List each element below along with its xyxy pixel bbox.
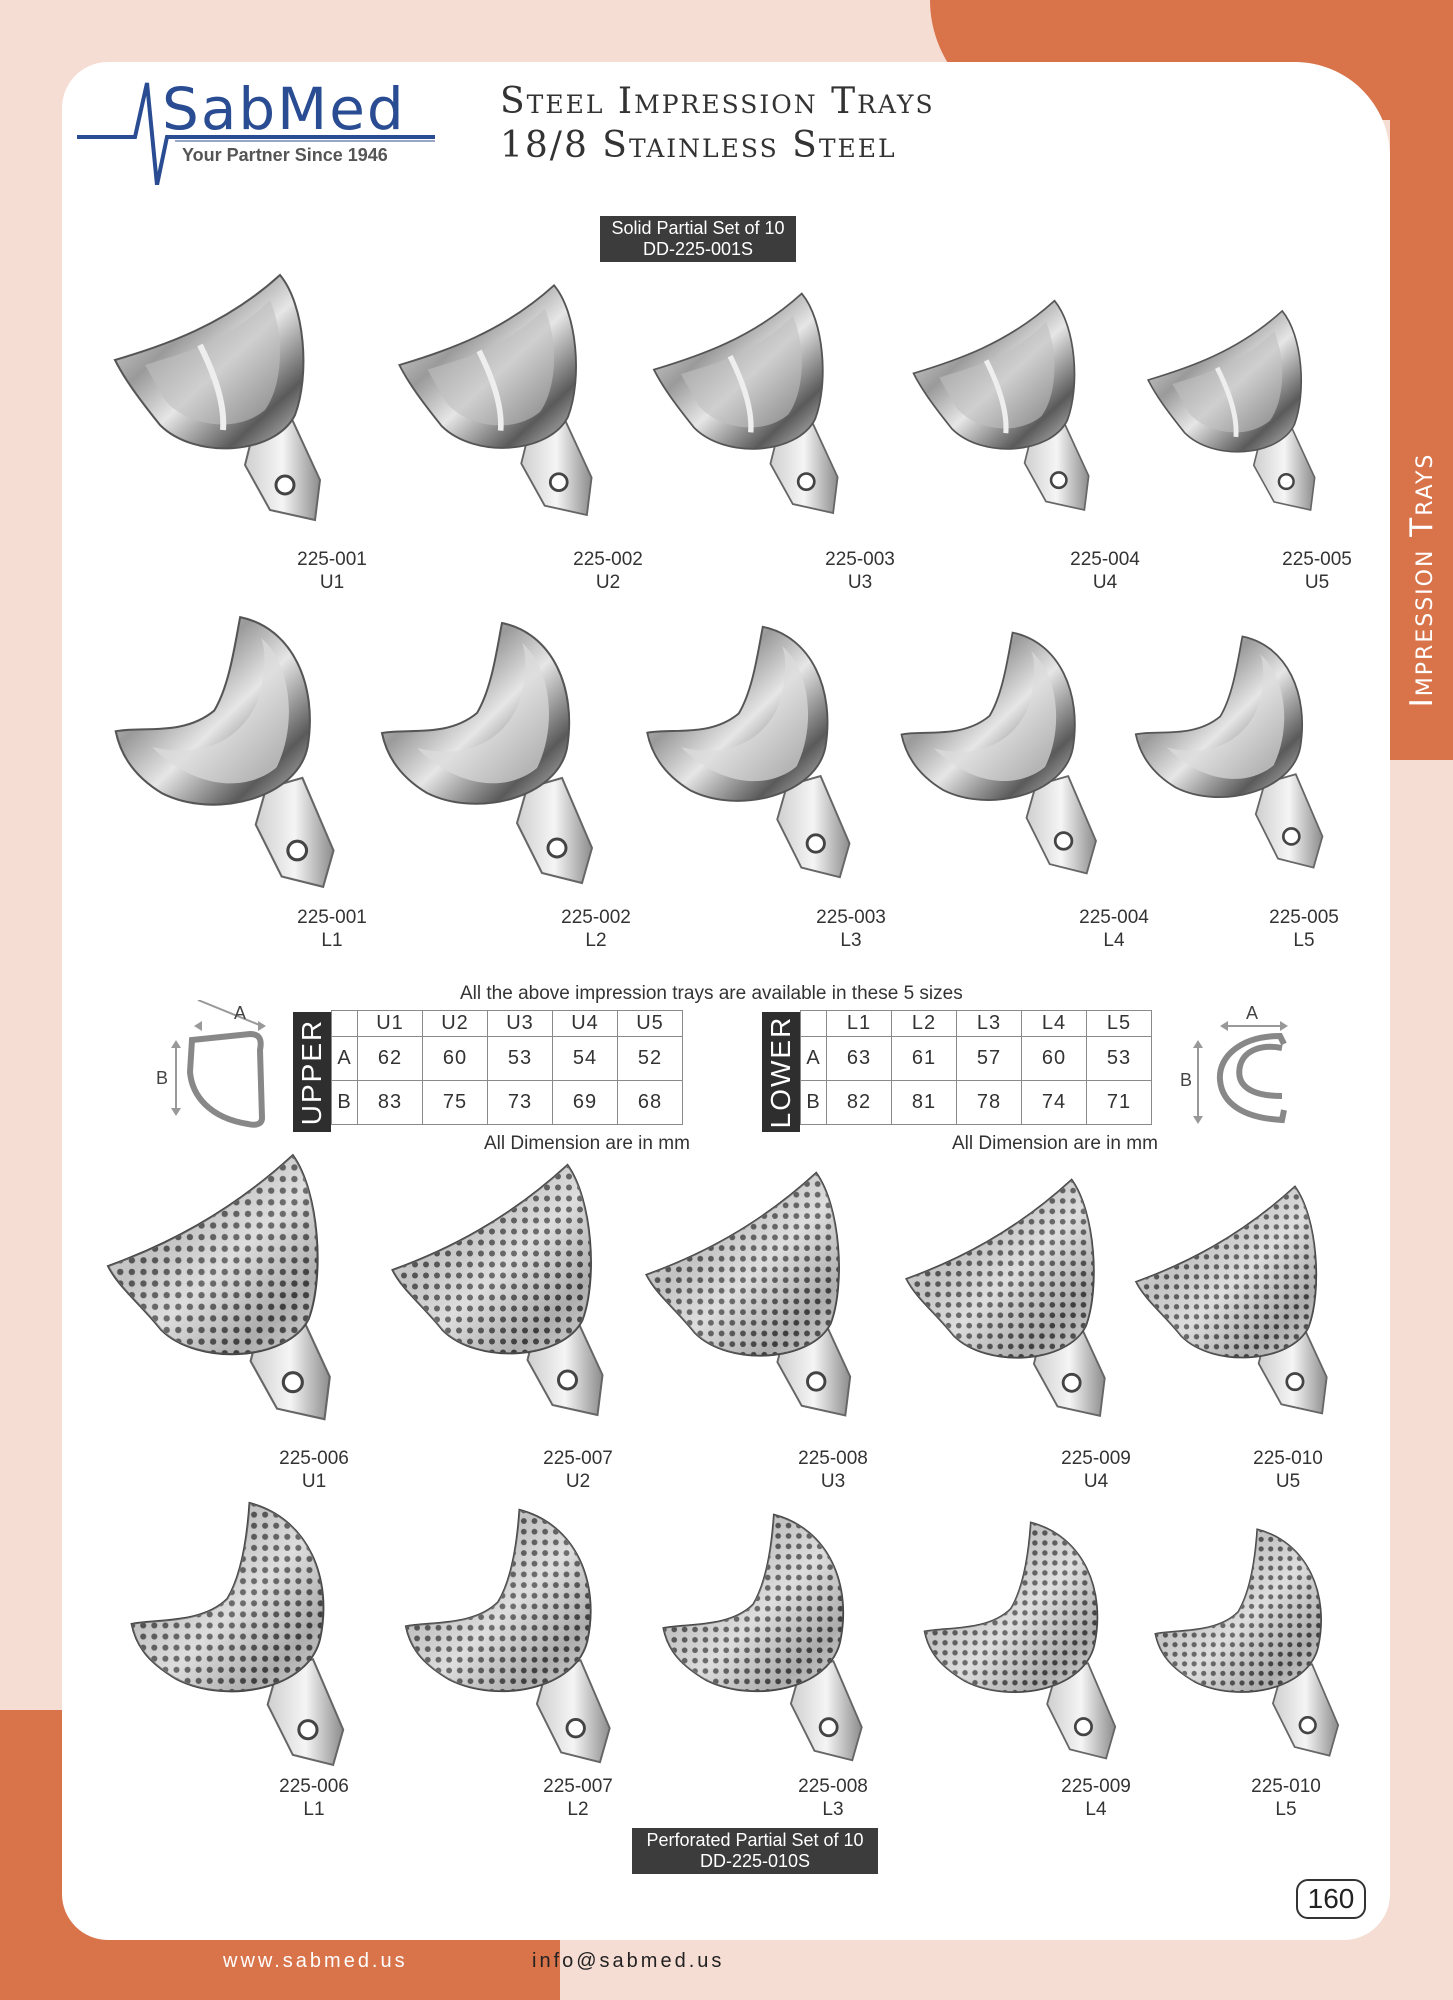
caption-perf-l3: 225-008 L3	[798, 1776, 868, 1820]
lower-dimension-diagram	[1172, 1000, 1292, 1135]
caption-perf-l5: 225-010 L5	[1251, 1776, 1321, 1820]
perforated-set-code: DD-225-010S	[699, 1851, 811, 1871]
caption-perf-u3: 225-008 U3	[798, 1448, 868, 1492]
tray-perf-l3	[653, 1510, 891, 1765]
caption-solid-u3: 225-003 U3	[825, 549, 895, 593]
sizes-note: All the above impression trays are available in these 5 sizes	[460, 983, 963, 1004]
solid-set-code: DD-225-001S	[642, 239, 754, 259]
tray-solid-u2	[390, 275, 615, 530]
page-title	[500, 80, 935, 168]
table-header: L1	[827, 1011, 892, 1037]
table-row: A 63 61 57 60 53	[801, 1037, 1152, 1081]
footer-website[interactable]: www.sabmed.us	[223, 1950, 408, 1972]
perforated-set-name: Perforated Partial Set of 10	[646, 1830, 864, 1850]
table-header: L5	[1087, 1011, 1152, 1037]
table-row: A 62 60 53 54 52	[332, 1037, 683, 1081]
tray-perf-l1	[120, 1498, 375, 1770]
table-corner	[332, 1011, 358, 1037]
table-header: U2	[423, 1011, 488, 1037]
table-row: B 83 75 73 69 68	[332, 1081, 683, 1125]
lower-size-table	[800, 1010, 1152, 1125]
dimension-b-label: B	[156, 1068, 169, 1088]
caption-perf-l2: 225-007 L2	[543, 1776, 613, 1820]
tray-solid-u1	[105, 265, 345, 535]
caption-solid-u5: 225-005 U5	[1282, 549, 1352, 593]
caption-perf-u5: 225-010 U5	[1253, 1448, 1323, 1492]
tray-perf-u4	[895, 1175, 1135, 1430]
page-number: 160	[1296, 1879, 1366, 1919]
solid-set-label	[600, 216, 796, 262]
tray-solid-l1	[105, 612, 365, 892]
caption-solid-l1: 225-001 L1	[297, 907, 367, 951]
tray-perf-l2	[395, 1505, 640, 1767]
side-tab	[1391, 120, 1453, 758]
tray-perf-u3	[633, 1168, 883, 1430]
upper-dim-note: All Dimension are in mm	[484, 1133, 690, 1154]
tray-solid-l2	[372, 618, 622, 888]
tray-perf-l5	[1148, 1525, 1363, 1760]
footer-email[interactable]: info@sabmed.us	[532, 1950, 725, 1972]
tray-solid-l4	[893, 628, 1123, 878]
caption-solid-u4: 225-004 U4	[1070, 549, 1140, 593]
tray-solid-u5	[1140, 300, 1335, 525]
dimension-b-label: B	[1180, 1070, 1193, 1090]
brand-logo	[75, 75, 445, 195]
tray-solid-l5	[1128, 632, 1348, 872]
lower-dim-note: All Dimension are in mm	[952, 1133, 1158, 1154]
caption-solid-u2: 225-002 U2	[573, 549, 643, 593]
solid-set-name: Solid Partial Set of 10	[611, 218, 785, 238]
caption-solid-l4: 225-004 L4	[1079, 907, 1149, 951]
perforated-set-label	[632, 1828, 878, 1874]
table-corner	[801, 1011, 827, 1037]
table-header: U1	[358, 1011, 423, 1037]
brand-name: SabMed	[162, 75, 406, 143]
table-header: U3	[488, 1011, 553, 1037]
table-header: U5	[618, 1011, 683, 1037]
dimension-a-label: A	[1246, 1003, 1259, 1023]
caption-perf-u1: 225-006 U1	[279, 1448, 349, 1492]
title-line-2: 18/8 Stainless Steel	[500, 125, 897, 166]
title-line-1: Steel Impression Trays	[500, 81, 935, 122]
caption-perf-u2: 225-007 U2	[543, 1448, 613, 1492]
caption-solid-l5: 225-005 L5	[1269, 907, 1339, 951]
tray-perf-u1	[92, 1150, 367, 1435]
table-header: L2	[892, 1011, 957, 1037]
caption-solid-l2: 225-002 L2	[561, 907, 631, 951]
tray-perf-u2	[375, 1160, 640, 1430]
table-header: L3	[957, 1011, 1022, 1037]
upper-size-table	[331, 1010, 683, 1125]
side-tab-label: Impression Trays	[1404, 452, 1440, 708]
tray-perf-u5	[1128, 1182, 1353, 1427]
brand-tagline: Your Partner Since 1946	[182, 145, 388, 165]
upper-dimension-diagram	[150, 1000, 270, 1135]
caption-solid-u1: 225-001 U1	[297, 549, 367, 593]
caption-perf-u4: 225-009 U4	[1061, 1448, 1131, 1492]
caption-solid-l3: 225-003 L3	[816, 907, 886, 951]
caption-perf-l1: 225-006 L1	[279, 1776, 349, 1820]
table-header: L4	[1022, 1011, 1087, 1037]
dimension-a-label: A	[234, 1003, 247, 1023]
tray-perf-l4	[915, 1518, 1143, 1763]
table-row: B 82 81 78 74 71	[801, 1081, 1152, 1125]
upper-band: UPPER	[293, 1012, 331, 1132]
tray-solid-u4	[905, 290, 1110, 525]
tray-solid-u3	[645, 283, 860, 528]
table-header: U4	[553, 1011, 618, 1037]
caption-perf-l4: 225-009 L4	[1061, 1776, 1131, 1820]
lower-band: LOWER	[762, 1012, 800, 1132]
tray-solid-l3	[638, 622, 878, 882]
